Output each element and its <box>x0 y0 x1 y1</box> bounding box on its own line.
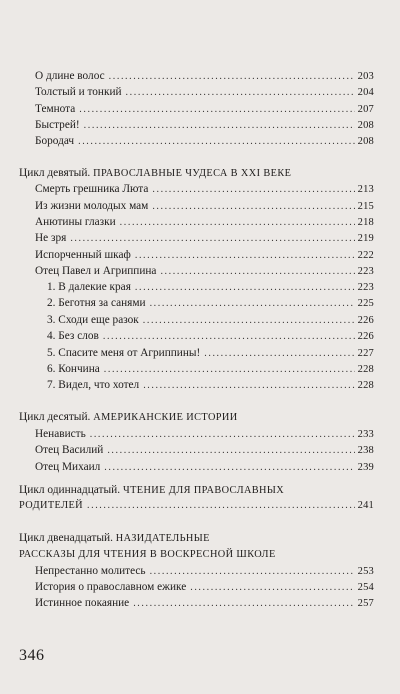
entry-page: 226 <box>357 315 374 326</box>
toc-entry <box>35 580 374 595</box>
cycle-title-line2: РАССКАЗЫ ДЛЯ ЧТЕНИЯ В ВОСКРЕСНОЙ ШКОЛЕ <box>19 549 276 560</box>
toc-entry <box>35 85 374 100</box>
entry-title: 6. Кончина <box>47 363 100 375</box>
cycle-heading <box>19 531 210 546</box>
dot-leader <box>204 347 354 361</box>
entry-page: 203 <box>357 71 374 82</box>
entry-page: 215 <box>357 201 374 212</box>
toc-subentry <box>47 296 374 311</box>
cycle-prefix: Цикл двенадцатый. <box>19 532 113 544</box>
dot-leader <box>87 499 355 513</box>
entry-title: Ненависть <box>35 428 86 440</box>
dot-leader <box>160 265 354 279</box>
toc-entry <box>35 564 374 579</box>
entry-page: 223 <box>357 282 374 293</box>
dot-leader <box>109 70 355 84</box>
entry-page: 226 <box>357 331 374 342</box>
entry-title: О длине волос <box>35 70 105 82</box>
dot-leader <box>78 135 355 149</box>
entry-page: 227 <box>357 348 374 359</box>
toc-subentry <box>47 280 374 295</box>
toc-entry <box>35 427 374 442</box>
entry-title: Отец Михаил <box>35 461 101 473</box>
entry-page: 228 <box>357 380 374 391</box>
toc-entry <box>35 596 374 611</box>
dot-leader <box>104 461 354 475</box>
cycle-heading <box>19 483 284 498</box>
dot-leader <box>133 597 354 611</box>
entry-title: Истинное покаяние <box>35 597 130 609</box>
toc-subentry <box>47 346 374 361</box>
entry-title: Толстый и тонкий <box>35 86 122 98</box>
toc-subentry <box>47 378 374 393</box>
entry-title: 3. Сходи еще разок <box>47 314 139 326</box>
entry-page: 223 <box>357 266 374 277</box>
entry-title: Анютины глазки <box>35 216 116 228</box>
entry-page: 233 <box>357 429 374 440</box>
toc-subentry <box>47 362 374 377</box>
toc-subentry <box>47 329 374 344</box>
entry-page: 225 <box>357 298 374 309</box>
dot-leader <box>126 86 355 100</box>
dot-leader <box>152 200 354 214</box>
page-number: 346 <box>19 647 45 664</box>
entry-title: 4. Без слов <box>47 330 99 342</box>
entry-title: Темнота <box>35 103 76 115</box>
cycle-title: ПРАВОСЛАВНЫЕ ЧУДЕСА В XXI ВЕКЕ <box>93 168 292 179</box>
entry-page: 239 <box>357 462 374 473</box>
toc-entry <box>35 264 374 279</box>
cycle-title-line2: РОДИТЕЛЕЙ <box>19 500 83 511</box>
dot-leader <box>135 281 355 295</box>
entry-title: Отец Василий <box>35 444 104 456</box>
entry-title: Быстрей! <box>35 119 80 131</box>
dot-leader <box>120 216 355 230</box>
entry-page: 207 <box>357 104 374 115</box>
entry-page: 253 <box>357 566 374 577</box>
cycle-prefix: Цикл десятый. <box>19 411 91 423</box>
entry-title: Смерть грешника Люта <box>35 183 149 195</box>
toc-entry <box>35 215 374 230</box>
dot-leader <box>107 444 354 458</box>
toc-entry <box>35 199 374 214</box>
entry-page: 257 <box>357 598 374 609</box>
entry-title: Бородач <box>35 135 75 147</box>
cycle-title-line1: ЧТЕНИЕ ДЛЯ ПРАВОСЛАВНЫХ <box>122 485 285 496</box>
entry-page: 213 <box>357 184 374 195</box>
cycle-heading-line2 <box>19 547 276 562</box>
toc-entry <box>35 182 374 197</box>
toc-entry <box>35 102 374 117</box>
entry-page: 208 <box>357 120 374 131</box>
cycle-title: АМЕРИКАНСКИЕ ИСТОРИИ <box>93 412 238 423</box>
dot-leader <box>143 314 355 328</box>
cycle-heading <box>19 166 291 181</box>
entry-title: Не зря <box>35 232 67 244</box>
toc-entry <box>35 69 374 84</box>
entry-page: 228 <box>357 364 374 375</box>
dot-leader <box>150 565 355 579</box>
entry-title: Из жизни молодых мам <box>35 200 149 212</box>
toc-entry <box>35 231 374 246</box>
dot-leader <box>150 297 355 311</box>
entry-title: 2. Беготня за санями <box>47 297 146 309</box>
dot-leader <box>190 581 354 595</box>
dot-leader <box>70 232 354 246</box>
dot-leader <box>90 428 355 442</box>
dot-leader <box>104 363 355 377</box>
entry-page: 222 <box>357 250 374 261</box>
toc-entry <box>35 134 374 149</box>
toc-subentry <box>47 313 374 328</box>
entry-title: Испорченный шкаф <box>35 249 131 261</box>
entry-page: 204 <box>357 87 374 98</box>
toc-entry <box>35 443 374 458</box>
entry-title: 7. Видел, что хотел <box>47 379 140 391</box>
dot-leader <box>79 103 354 117</box>
dot-leader <box>84 119 355 133</box>
dot-leader <box>103 330 355 344</box>
entry-page: 254 <box>357 582 374 593</box>
dot-leader <box>143 379 354 393</box>
entry-title: Непрестанно молитесь <box>35 565 146 577</box>
dot-leader <box>152 183 354 197</box>
cycle-prefix: Цикл девятый. <box>19 167 91 179</box>
dot-leader <box>135 249 355 263</box>
cycle-title-line1: НАЗИДАТЕЛЬНЫЕ <box>115 533 210 544</box>
toc-entry <box>35 460 374 475</box>
entry-title: 5. Спасите меня от Агриппины! <box>47 347 201 359</box>
cycle-heading <box>19 410 238 425</box>
cycle-heading-line2 <box>19 499 374 513</box>
toc-entry <box>35 118 374 133</box>
entry-title: Отец Павел и Агриппина <box>35 265 157 277</box>
entry-page: 219 <box>357 233 374 244</box>
entry-page: 241 <box>357 500 374 511</box>
entry-title: 1. В далекие края <box>47 281 131 293</box>
entry-page: 208 <box>357 136 374 147</box>
toc-entry <box>35 248 374 263</box>
entry-page: 238 <box>357 445 374 456</box>
entry-title: История о православном ежике <box>35 581 187 593</box>
cycle-prefix: Цикл одиннадцатый. <box>19 484 121 496</box>
entry-page: 218 <box>357 217 374 228</box>
